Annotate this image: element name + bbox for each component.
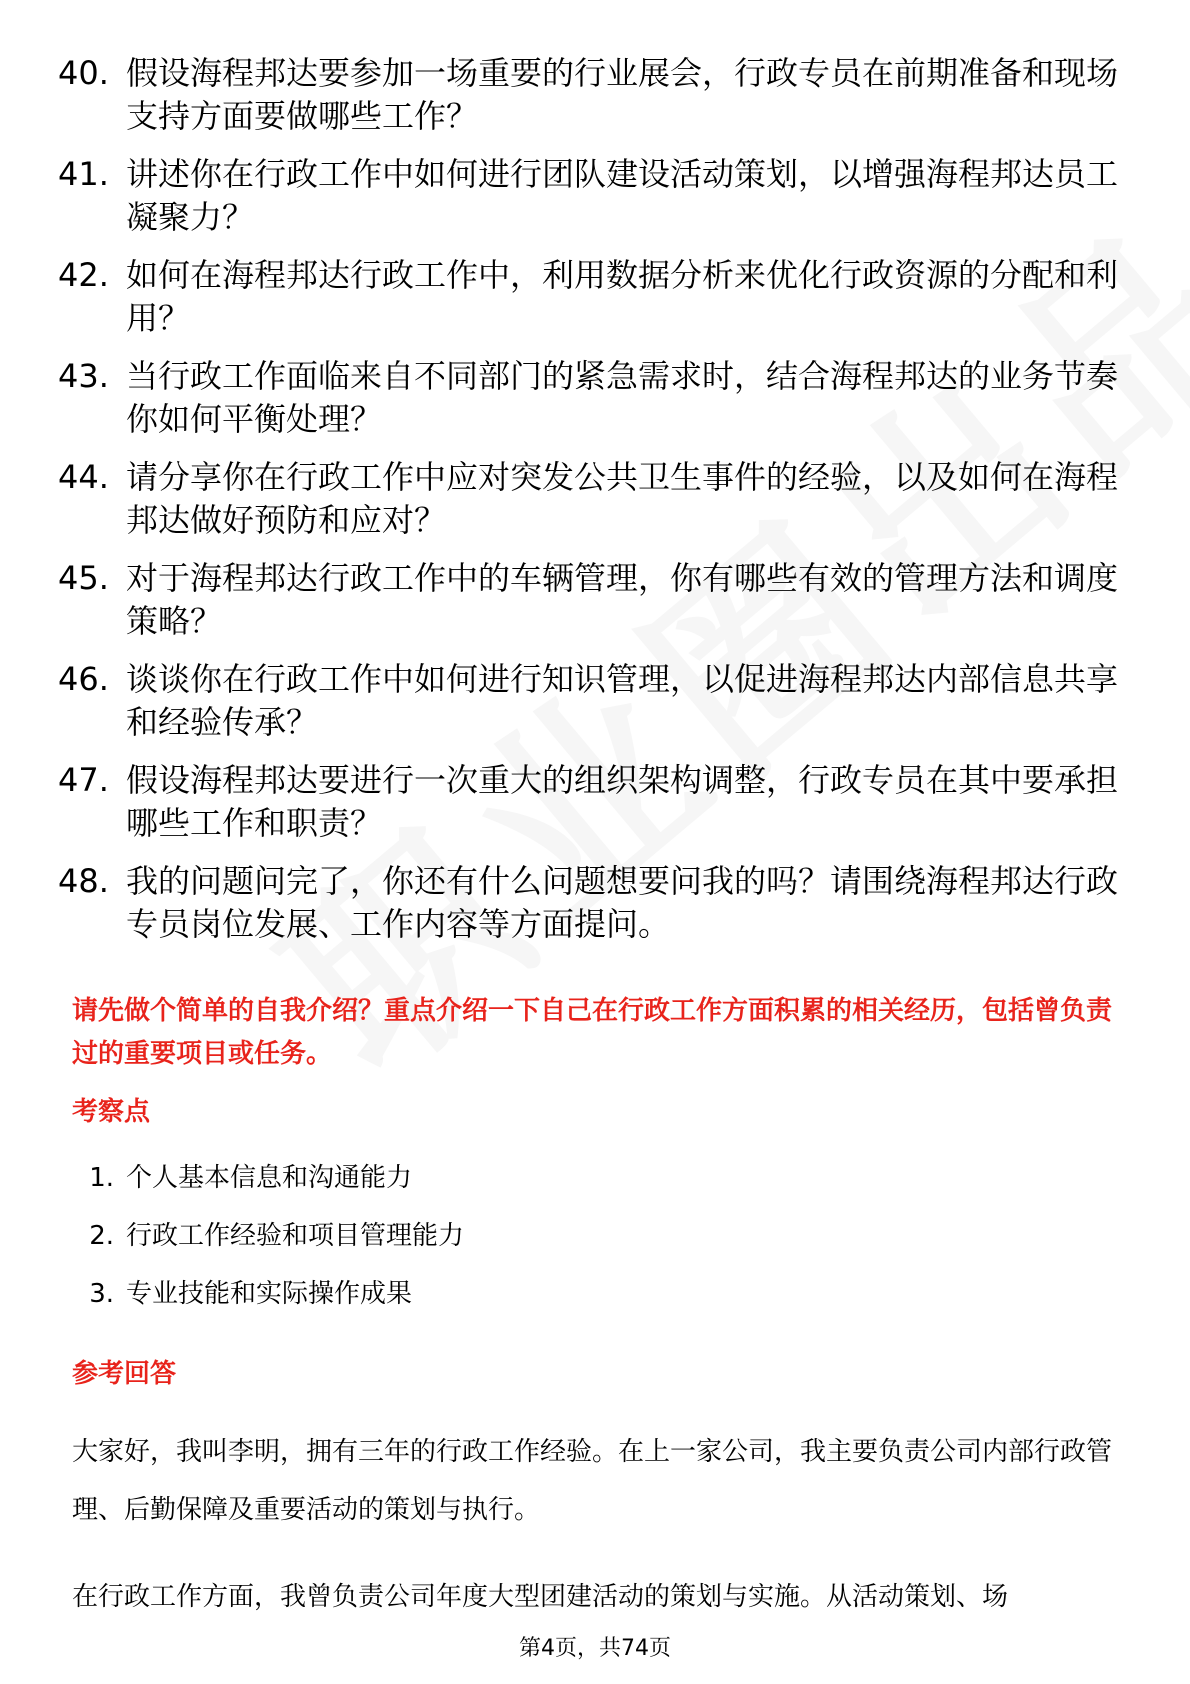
focus-item <box>72 1160 464 1196</box>
question-text: 当行政工作面临来自不同部门的紧急需求时，结合海程邦达的业务节奏你如何平衡处理？ <box>126 357 1119 438</box>
question-number: 40. <box>58 54 109 92</box>
question-text: 我的问题问完了，你还有什么问题想要问我的吗？请围绕海程邦达行政专员岗位发展、工作内容等方面提问。 <box>126 862 1119 943</box>
focus-number: 3. <box>89 1279 114 1309</box>
question-number: 48. <box>58 862 109 900</box>
focus-item <box>72 1218 464 1254</box>
question-item <box>58 557 1138 643</box>
question-number: 42. <box>58 256 109 294</box>
question-number: 44. <box>58 458 109 496</box>
focus-item <box>72 1276 464 1312</box>
question-text: 请分享你在行政工作中应对突发公共卫生事件的经验，以及如何在海程邦达做好预防和应对？ <box>126 458 1119 539</box>
question-number: 46. <box>58 660 109 698</box>
question-number: 45. <box>58 559 109 597</box>
question-item <box>58 52 1138 138</box>
focus-text: 行政工作经验和项目管理能力 <box>126 1221 465 1251</box>
focus-number: 1. <box>89 1163 114 1193</box>
question-item <box>58 153 1138 239</box>
question-number: 41. <box>58 155 109 193</box>
question-item <box>58 254 1138 340</box>
question-item <box>58 759 1138 845</box>
question-text: 谈谈你在行政工作中如何进行知识管理，以促进海程邦达内部信息共享和经验传承？ <box>126 660 1119 741</box>
focus-title: 考察点 <box>72 1097 151 1127</box>
question-text: 假设海程邦达要参加一场重要的行业展会，行政专员在前期准备和现场支持方面要做哪些工作？ <box>126 54 1119 135</box>
highlight-question: 请先做个简单的自我介绍？重点介绍一下自己在行政工作方面积累的相关经历，包括曾负责过的重要项目或任务。 <box>72 996 1113 1069</box>
question-text: 如何在海程邦达行政工作中，利用数据分析来优化行政资源的分配和利用？ <box>126 256 1119 337</box>
question-list <box>58 52 1138 961</box>
question-text: 讲述你在行政工作中如何进行团队建设活动策划，以增强海程邦达员工凝聚力？ <box>126 155 1119 236</box>
question-text: 对于海程邦达行政工作中的车辆管理，你有哪些有效的管理方法和调度策略？ <box>126 559 1119 640</box>
focus-text: 专业技能和实际操作成果 <box>126 1279 413 1309</box>
page-number: 第4页，共74页 <box>519 1636 671 1661</box>
question-number: 43. <box>58 357 109 395</box>
question-item <box>58 355 1138 441</box>
answer-title: 参考回答 <box>72 1359 177 1389</box>
question-text: 假设海程邦达要进行一次重大的组织架构调整，行政专员在其中要承担哪些工作和职责？ <box>126 761 1119 842</box>
focus-number: 2. <box>89 1221 114 1251</box>
answer-paragraph: 在行政工作方面，我曾负责公司年度大型团建活动的策划与实施。从活动策划、场 <box>72 1582 1009 1612</box>
question-item <box>58 456 1138 542</box>
focus-text: 个人基本信息和沟通能力 <box>126 1163 413 1193</box>
question-item <box>58 658 1138 744</box>
focus-list <box>72 1160 464 1334</box>
question-item <box>58 860 1138 946</box>
answer-paragraph: 大家好，我叫李明，拥有三年的行政工作经验。在上一家公司，我主要负责公司内部行政管理、后勤保障及重要活动的策划与执行。 <box>72 1437 1113 1525</box>
question-number: 47. <box>58 761 109 799</box>
